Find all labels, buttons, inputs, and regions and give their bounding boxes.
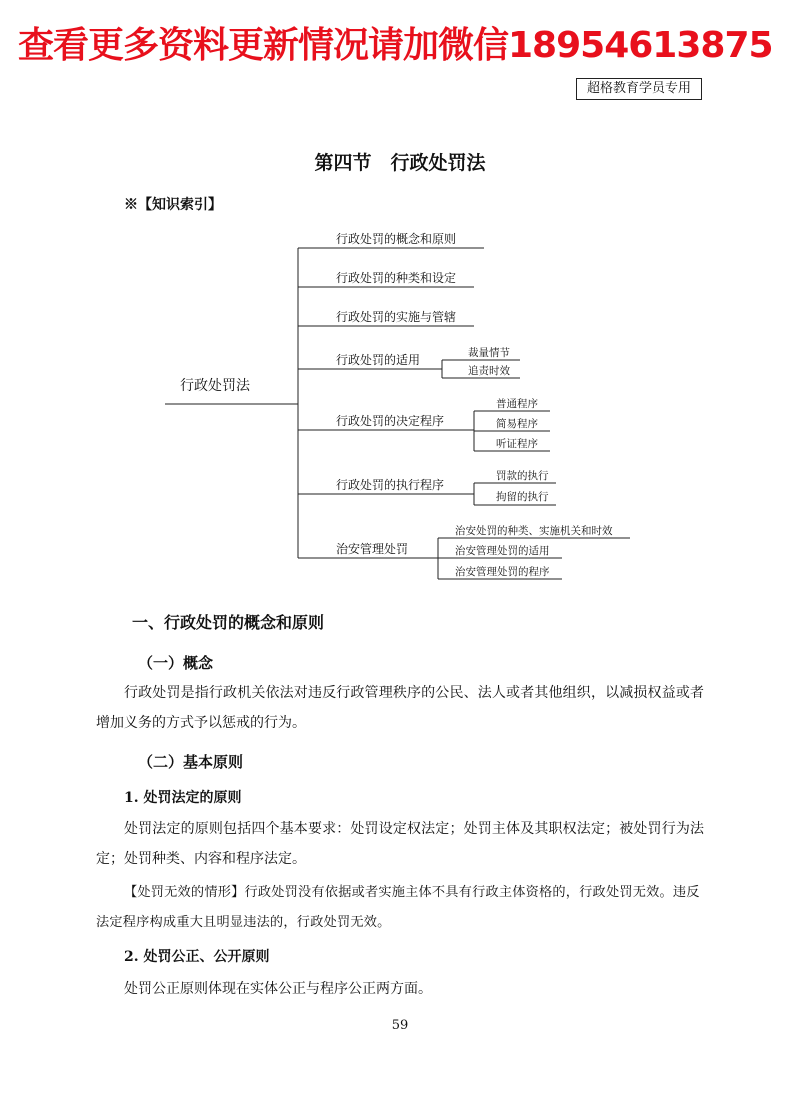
branch-label: 行政处罚的适用 <box>336 353 421 367</box>
branch-label: 行政处罚的决定程序 <box>336 414 445 428</box>
heading-principle-2: 2. 处罚公正、公开原则 <box>124 949 270 965</box>
page-title: 第四节 行政处罚法 <box>314 152 486 174</box>
heading-concept: （一）概念 <box>138 654 214 672</box>
leaf-label: 简易程序 <box>496 418 538 430</box>
leaf-label: 治安处罚的种类、实施机关和时效 <box>455 525 613 537</box>
note-invalid-penalty: 【处罚无效的情形】行政处罚没有依据或者实施主体不具有行政主体资格的，行政处罚无效。违反法定程序构成重大且明显违法的，行政处罚无效。 <box>96 885 700 930</box>
leaf-label: 裁量情节 <box>468 347 510 359</box>
branch-concept <box>298 231 484 248</box>
heading-principle-1: 1. 处罚法定的原则 <box>124 790 242 806</box>
branch-implementation <box>298 309 474 326</box>
leaf-label: 普通程序 <box>496 398 538 410</box>
branch-label: 行政处罚的概念和原则 <box>336 232 457 246</box>
paragraph-concept: 行政处罚是指行政机关依法对违反行政管理秩序的公民、法人或者其他组织，以减损权益或者增加义务的方式予以惩戒的行为。 <box>96 685 704 731</box>
mindmap-root: 行政处罚法 <box>180 378 250 394</box>
branch-label: 行政处罚的种类和设定 <box>336 271 457 285</box>
branch-label: 治安管理处罚 <box>336 542 409 556</box>
page-number: 59 <box>391 1018 409 1033</box>
leaf-label: 治安管理处罚的适用 <box>455 545 550 557</box>
paragraph-principle-2: 处罚公正原则体现在实体公正与程序公正两方面。 <box>124 981 432 997</box>
branch-label: 行政处罚的执行程序 <box>336 478 445 492</box>
index-label: ※【知识索引】 <box>124 197 222 213</box>
leaf-label: 拘留的执行 <box>496 491 549 503</box>
paragraph-principle-1: 处罚法定的原则包括四个基本要求：处罚设定权法定；处罚主体及其职权法定；被处罚行为法定；处罚种类、内容和程序法定。 <box>96 821 704 867</box>
leaf-label: 治安管理处罚的程序 <box>455 566 550 578</box>
leaf-label: 听证程序 <box>496 438 538 450</box>
heading-principles: （二）基本原则 <box>138 753 244 771</box>
branch-decision-procedure <box>298 397 550 451</box>
heading-level1: 一、行政处罚的概念和原则 <box>132 613 325 632</box>
branch-label: 行政处罚的实施与管辖 <box>336 310 457 324</box>
leaf-label: 罚款的执行 <box>496 470 549 482</box>
leaf-label: 追责时效 <box>468 365 510 377</box>
branch-types <box>298 270 474 287</box>
branch-execution-procedure <box>298 469 556 505</box>
branch-application <box>298 346 520 378</box>
branch-public-security <box>298 524 630 579</box>
student-stamp: 超格教育学员专用 <box>576 78 702 100</box>
watermark-banner: 查看更多资料更新情况请加微信18954613875 <box>18 25 773 66</box>
